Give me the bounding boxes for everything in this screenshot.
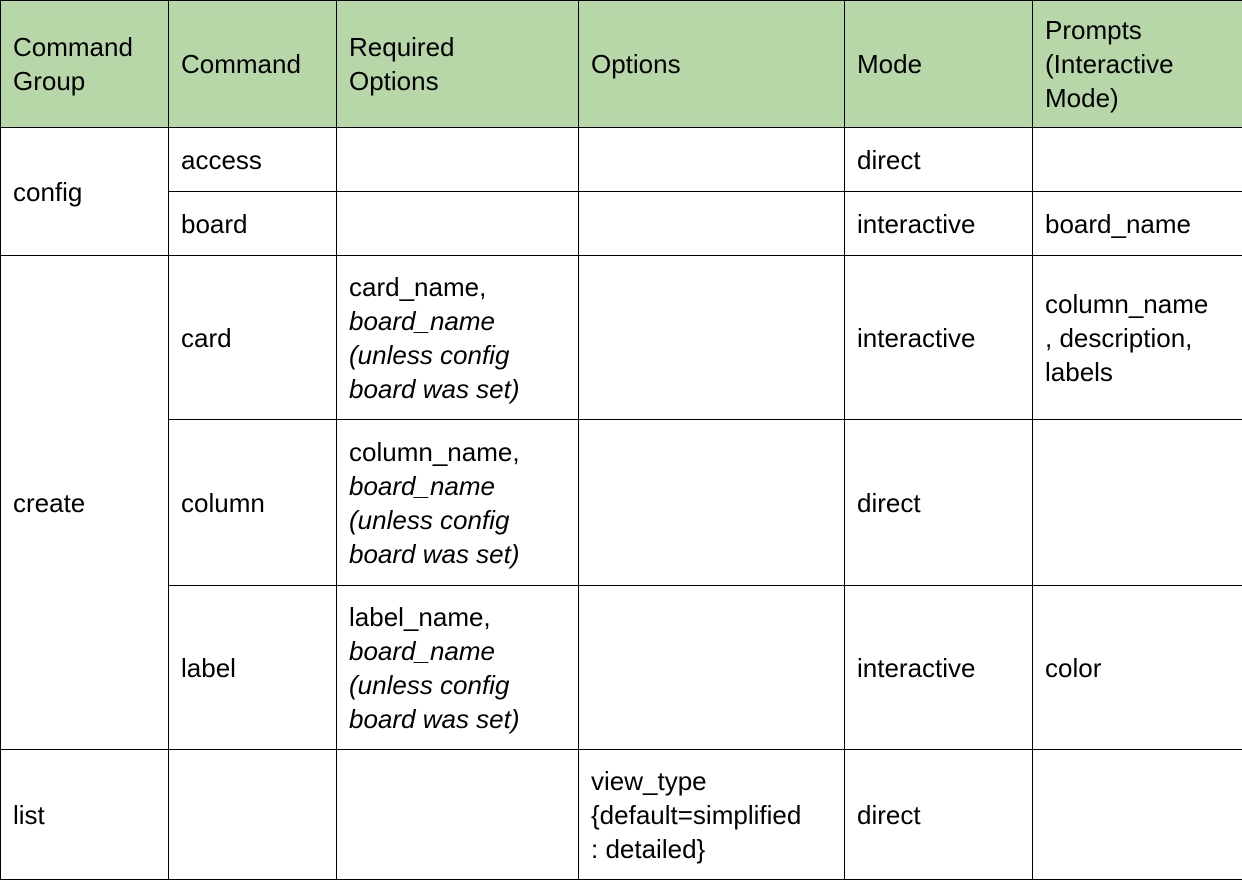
cell-options: [579, 750, 845, 880]
option-text: {default=simplified: [591, 798, 832, 832]
cell-command: board: [169, 192, 337, 256]
cell-prompts: [1033, 750, 1242, 880]
header-options: [579, 1, 845, 128]
header-command-group: [1, 1, 169, 128]
header-text: Mode: [857, 49, 922, 79]
header-command: [169, 1, 337, 128]
header-text: Required: [349, 30, 566, 64]
prompt-text: labels: [1045, 355, 1231, 389]
cell-prompts: [1033, 420, 1242, 586]
cell-command-group: config: [1, 128, 169, 256]
table-row: [1, 256, 1242, 420]
option-text: view_type: [591, 764, 832, 798]
cell-mode: interactive: [845, 586, 1033, 750]
table-row: [1, 192, 1242, 256]
cell-command-group: list: [1, 750, 169, 880]
header-text: Options: [349, 64, 566, 98]
required-option-note: (unless config: [349, 338, 566, 372]
cell-mode: interactive: [845, 192, 1033, 256]
required-option-note: board was set): [349, 702, 566, 736]
required-option-board: board_name: [349, 304, 566, 338]
cell-command: [169, 750, 337, 880]
cell-options: [579, 586, 845, 750]
cell-prompts: [1033, 256, 1242, 420]
cell-prompts: [1033, 128, 1242, 192]
cell-required-options: [337, 128, 579, 192]
table-row: [1, 586, 1242, 750]
prompt-text: column_name: [1045, 287, 1231, 321]
cell-mode: direct: [845, 420, 1033, 586]
cell-required-options: [337, 192, 579, 256]
required-option-note: (unless config: [349, 503, 566, 537]
cell-prompts: board_name: [1033, 192, 1242, 256]
required-option-note: (unless config: [349, 668, 566, 702]
cell-required-options: [337, 256, 579, 420]
required-option-note: board was set): [349, 372, 566, 406]
required-option-name: label_name,: [349, 600, 566, 634]
required-option-board: board_name: [349, 469, 566, 503]
header-row: [1, 1, 1242, 128]
cell-options: [579, 192, 845, 256]
cell-options: [579, 256, 845, 420]
header-text: Prompts: [1045, 13, 1231, 47]
cell-required-options: [337, 750, 579, 880]
table-row: [1, 420, 1242, 586]
header-text: (Interactive: [1045, 47, 1231, 81]
option-text: : detailed}: [591, 832, 832, 866]
table-row: [1, 128, 1242, 192]
required-option-note: board was set): [349, 537, 566, 571]
header-text: Options: [591, 49, 681, 79]
cell-mode: direct: [845, 750, 1033, 880]
required-option-board: board_name: [349, 634, 566, 668]
cell-command: access: [169, 128, 337, 192]
header-required-options: [337, 1, 579, 128]
cell-prompts: color: [1033, 586, 1242, 750]
cell-command: card: [169, 256, 337, 420]
table-row: [1, 750, 1242, 880]
header-prompts: [1033, 1, 1242, 128]
required-option-name: card_name,: [349, 270, 566, 304]
header-text: Command: [13, 30, 156, 64]
required-option-name: column_name,: [349, 435, 566, 469]
header-text: Command: [181, 49, 301, 79]
cell-command-group: create: [1, 256, 169, 750]
cell-command: label: [169, 586, 337, 750]
cell-mode: interactive: [845, 256, 1033, 420]
cell-required-options: [337, 420, 579, 586]
cell-command: column: [169, 420, 337, 586]
cell-options: [579, 420, 845, 586]
header-text: Group: [13, 64, 156, 98]
header-mode: [845, 1, 1033, 128]
cell-required-options: [337, 586, 579, 750]
cell-options: [579, 128, 845, 192]
prompt-text: , description,: [1045, 321, 1231, 355]
header-text: Mode): [1045, 81, 1231, 115]
cell-mode: direct: [845, 128, 1033, 192]
